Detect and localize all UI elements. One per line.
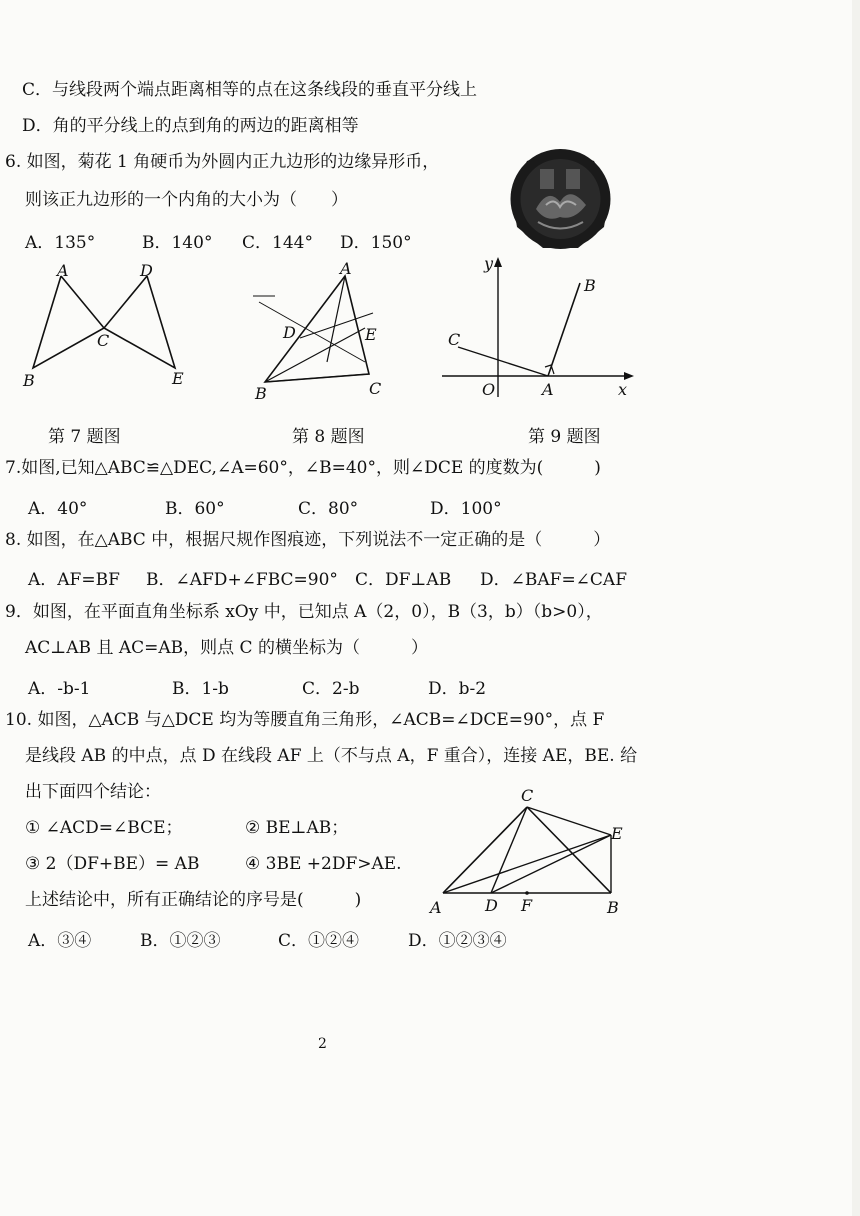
fig10-label-c: C	[521, 786, 534, 805]
q7-option-a: A．40°	[28, 499, 88, 519]
fig10-label-e: E	[611, 824, 623, 843]
q9-option-a: A．-b-1	[28, 679, 91, 699]
fig7-label-b: B	[23, 371, 35, 390]
fig7-label-a: A	[57, 261, 69, 280]
fig9-label-x: x	[618, 380, 628, 399]
fig8-label-e: E	[365, 325, 377, 344]
fig9-label-o: O	[482, 380, 496, 399]
q10-conclusion-4: ④ 3BE +2DF>AE.	[245, 854, 402, 874]
q7-text: 7.如图,已知△ABC≌△DEC,∠A=60°，∠B=40°，则∠DCE 的度数为( )	[5, 458, 601, 478]
page-number: 2	[318, 1036, 327, 1052]
q9-option-d: D．b-2	[428, 679, 487, 699]
fig8-label-d: D	[283, 323, 296, 342]
q10-option-b: B．①②③	[140, 931, 221, 951]
q6-option-d: D．150°	[340, 233, 412, 253]
q10-conclusion-3: ③ 2（DF+BE）= AB	[25, 854, 200, 874]
fig10-label-f: F	[521, 896, 533, 915]
fig7-caption: 第 7 题图	[48, 427, 121, 447]
fig10-label-a: A	[430, 898, 442, 917]
figure-8	[245, 258, 395, 403]
fig9-label-b: B	[584, 276, 596, 295]
q6-option-a: A．135°	[25, 233, 96, 253]
q9-text-line1: 9．如图，在平面直角坐标系 xOy 中，已知点 A（2，0），B（3，b）（b>0），	[5, 602, 603, 622]
q6-text-line2: 则该正九边形的一个内角的大小为（ ）	[25, 190, 348, 210]
q5-option-c: C．与线段两个端点距离相等的点在这条线段的垂直平分线上	[22, 80, 478, 100]
fig8-label-a: A	[340, 259, 352, 278]
q9-text-line2: AC⊥AB 且 AC=AB，则点 C 的横坐标为（ ）	[25, 638, 428, 658]
fig7-label-e: E	[172, 369, 184, 388]
q9-option-b: B．1-b	[172, 679, 229, 699]
q10-text-line1: 10. 如图，△ACB 与△DCE 均为等腰直角三角形，∠ACB=∠DCE=90°，点 F	[5, 710, 605, 730]
q9-option-c: C．2-b	[302, 679, 360, 699]
fig8-caption: 第 8 题图	[292, 427, 365, 447]
fig8-label-c: C	[369, 379, 382, 398]
q6-option-b: B．140°	[142, 233, 213, 253]
q10-option-c: C．①②④	[278, 931, 360, 951]
q7-option-b: B．60°	[165, 499, 225, 519]
fig10-label-d: D	[485, 896, 498, 915]
fig9-caption: 第 9 题图	[528, 427, 601, 447]
fig10-label-b: B	[607, 898, 619, 917]
chrysanthemum-coin-image	[508, 147, 613, 252]
q7-option-c: C．80°	[298, 499, 359, 519]
figure-7	[15, 258, 200, 393]
fig7-label-d: D	[140, 261, 153, 280]
fig9-label-c: C	[448, 330, 461, 349]
q7-option-d: D．100°	[430, 499, 502, 519]
q8-option-a: A．AF=BF	[28, 570, 120, 590]
q10-text-line3: 出下面四个结论：	[25, 782, 161, 802]
q10-text-line2: 是线段 AB 的中点，点 D 在线段 AF 上（不与点 A，F 重合），连接 AE，BE. 给	[25, 746, 638, 766]
q8-option-b: B．∠AFD+∠FBC=90°	[146, 570, 338, 590]
fig7-label-c: C	[97, 331, 110, 350]
q6-option-c: C．144°	[242, 233, 313, 253]
fig9-label-a: A	[542, 380, 554, 399]
figure-9	[438, 255, 638, 405]
q10-text-line4: 上述结论中，所有正确结论的序号是( )	[25, 890, 362, 910]
q8-option-c: C．DF⊥AB	[355, 570, 452, 590]
q10-option-a: A．③④	[28, 931, 92, 951]
fig8-label-b: B	[255, 384, 267, 403]
scan-edge	[852, 0, 860, 1216]
q6-text-line1: 6. 如图，菊花 1 角硬币为外圆内正九边形的边缘异形币，	[5, 152, 440, 172]
q8-option-d: D．∠BAF=∠CAF	[480, 570, 628, 590]
q8-text: 8. 如图，在△ABC 中，根据尺规作图痕迹，下列说法不一定正确的是（ ）	[5, 530, 611, 550]
fig9-label-y: y	[484, 255, 494, 273]
figure-10	[425, 785, 635, 920]
q10-option-d: D．①②③④	[408, 931, 507, 951]
q10-conclusion-2: ② BE⊥AB；	[245, 818, 349, 838]
q10-conclusion-1: ① ∠ACD=∠BCE；	[25, 818, 183, 838]
q5-option-d: D．角的平分线上的点到角的两边的距离相等	[22, 116, 359, 136]
